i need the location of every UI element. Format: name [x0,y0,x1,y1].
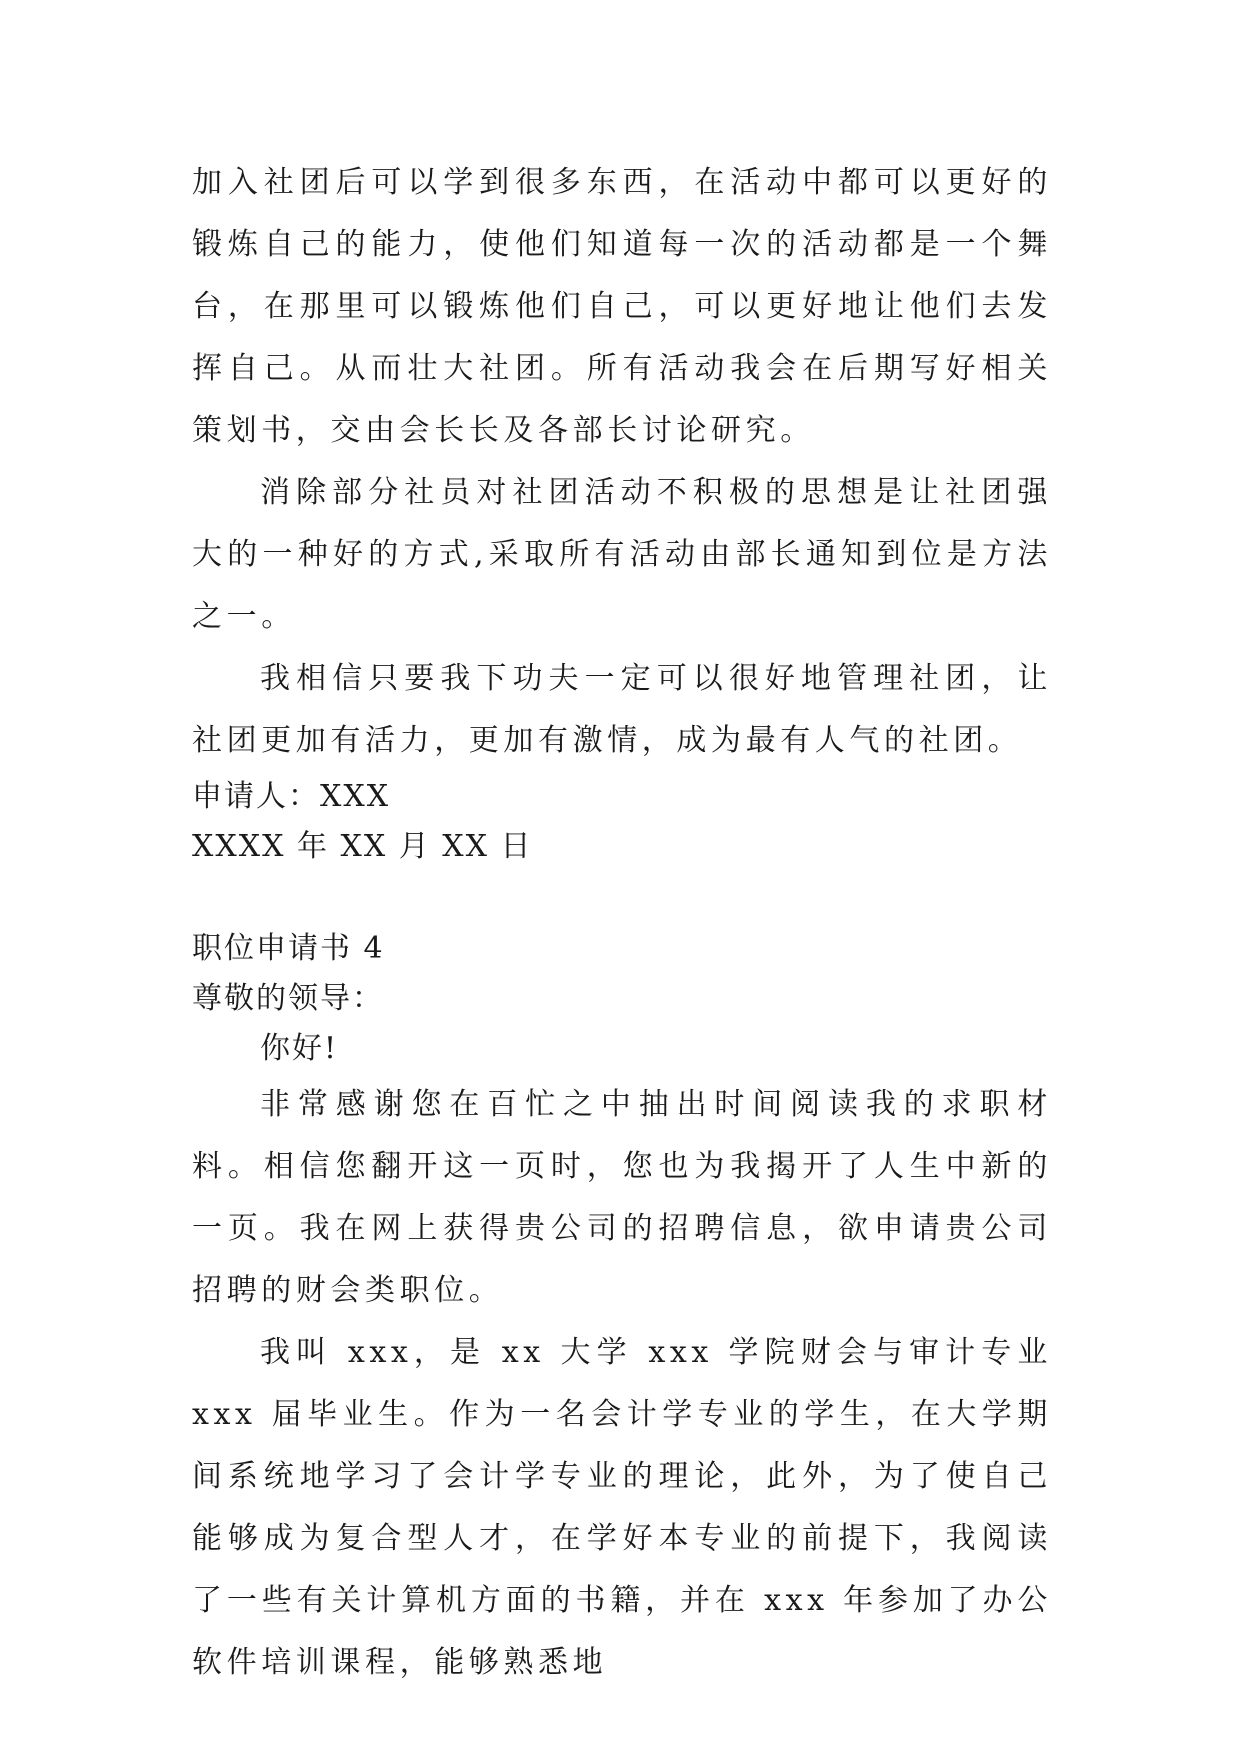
document-body [192,152,1052,1694]
paragraph: 非常感谢您在百忙之中抽出时间阅读我的求职材料。相信您翻开这一页时，您也为我揭开了人生中新的一页。我在网上获得贵公司的招聘信息，欲申请贵公司招聘的财会类职位。 [192,1087,1052,1308]
applicant-line: 申请人：XXX [192,779,391,814]
date-line: XXXX 年 XX 月 XX 日 [192,829,533,864]
paragraph: 加入社团后可以学到很多东西，在活动中都可以更好的锻炼自己的能力，使他们知道每一次的活动都是一个舞台，在那里可以锻炼他们自己，可以更好地让他们去发挥自己。从而壮大社团。所有活动我会在后期写好相关策划书，交由会长长及各部长讨论研究。 [192,165,1052,448]
paragraph: 消除部分社员对社团活动不积极的思想是让社团强大的一种好的方式,采取所有活动由部长通知到位是方法之一。 [192,475,1052,634]
section-title: 职位申请书 4 [192,931,385,966]
section-spacer [192,872,1052,924]
paragraph: 我相信只要我下功夫一定可以很好地管理社团，让社团更加有活力，更加有激情，成为最有人气的社团。 [192,661,1052,758]
paragraph: 我叫 xxx，是 xx 大学 xxx 学院财会与审计专业 xxx 届毕业生。作为一名会计学专业的学生，在大学期间系统地学习了会计学专业的理论，此外，为了使自己能够成为复合型人才，在学好本专业的前提下，我阅读了一些有关计算机方面的书籍，并在 xxx 年参加了办公软件培训课程，能够熟悉地 [192,1335,1052,1680]
salutation: 尊敬的领导： [192,981,384,1016]
greeting: 你好! [260,1031,339,1066]
